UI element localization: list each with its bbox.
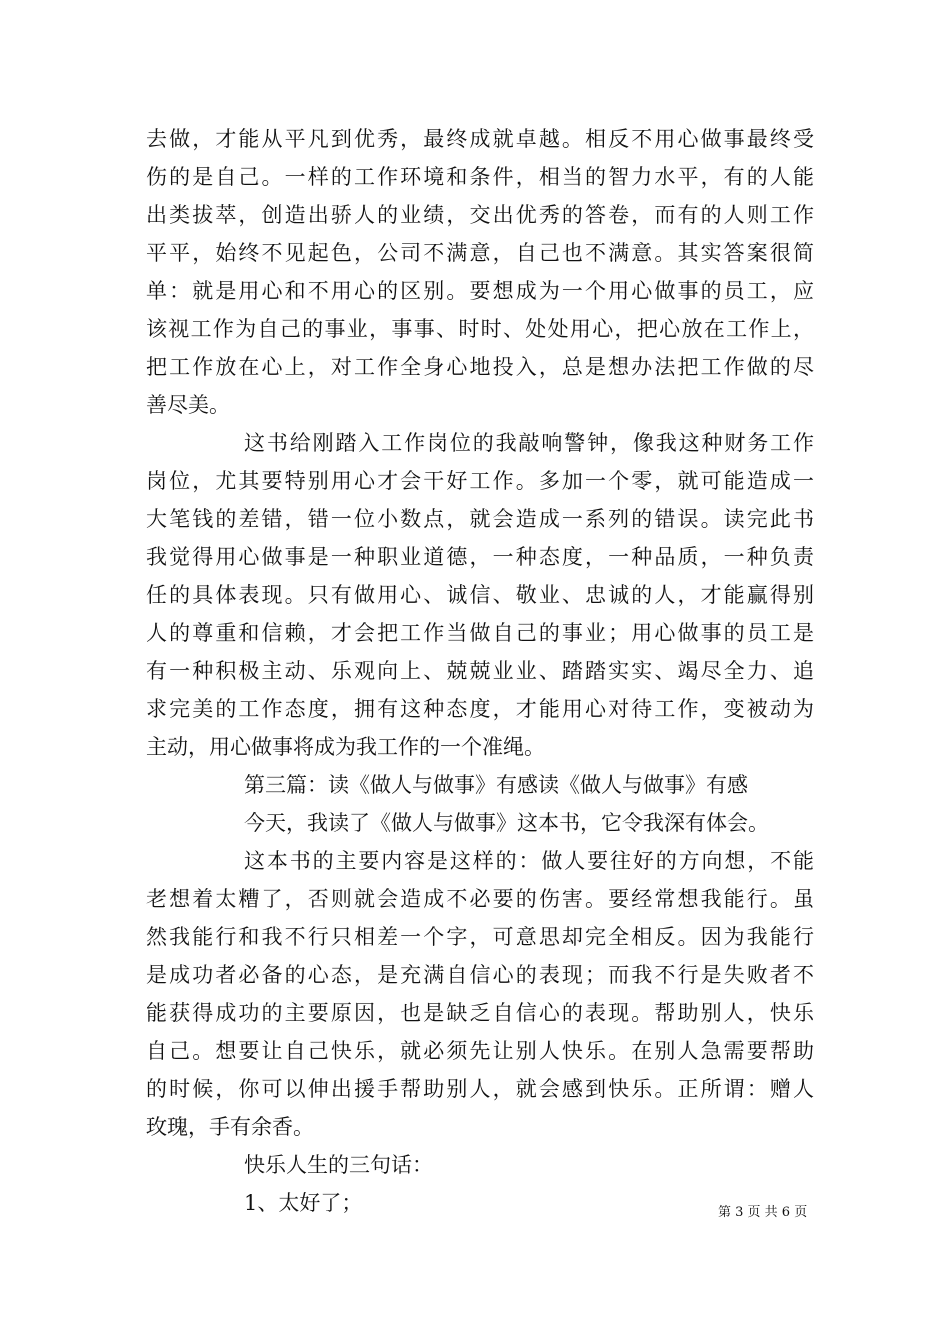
list-item: 1、太好了； bbox=[244, 1191, 363, 1215]
text-line: 出类拔萃，创造出骄人的业绩，交出优秀的答卷，而有的人则工作 bbox=[146, 203, 814, 227]
text-line: 人的尊重和信赖，才会把工作当做自己的事业；用心做事的员工是 bbox=[146, 621, 814, 645]
document-body bbox=[146, 120, 814, 1222]
text-line: 求完美的工作态度，拥有这种态度，才能用心对待工作，变被动为 bbox=[146, 697, 814, 721]
text-line: 岗位，尤其要特别用心才会干好工作。多加一个零，就可能造成一 bbox=[146, 469, 814, 493]
text-line: 今天，我读了《做人与做事》这本书，它令我深有体会。 bbox=[244, 811, 769, 835]
text-line: 平平，始终不见起色，公司不满意，自己也不满意。其实答案很简 bbox=[146, 241, 814, 265]
text-line: 我觉得用心做事是一种职业道德，一种态度，一种品质，一种负责 bbox=[146, 545, 814, 569]
text-line: 去做，才能从平凡到优秀，最终成就卓越。相反不用心做事最终受 bbox=[146, 127, 814, 151]
text-line: 把工作放在心上，对工作全身心地投入，总是想办法把工作做的尽 bbox=[146, 355, 814, 379]
text-line: 该视工作为自己的事业，事事、时时、处处用心，把心放在工作上， bbox=[146, 317, 814, 341]
section-heading: 第三篇：读《做人与做事》有感读《做人与做事》有感 bbox=[244, 773, 748, 797]
text-line: 主动，用心做事将成为我工作的一个准绳。 bbox=[146, 735, 545, 759]
text-line: 伤的是自己。一样的工作环境和条件，相当的智力水平，有的人能 bbox=[146, 165, 814, 189]
text-line: 这本书的主要内容是这样的：做人要往好的方向想，不能 bbox=[244, 849, 814, 873]
text-line: 善尽美。 bbox=[146, 393, 230, 417]
text-line: 能获得成功的主要原因，也是缺乏自信心的表现。帮助别人，快乐 bbox=[146, 1001, 814, 1025]
text-line: 玫瑰，手有余香。 bbox=[146, 1115, 314, 1139]
text-line: 单：就是用心和不用心的区别。要想成为一个用心做事的员工，应 bbox=[146, 279, 814, 303]
text-line: 大笔钱的差错，错一位小数点，就会造成一系列的错误。读完此书 bbox=[146, 507, 814, 531]
text-line: 有一种积极主动、乐观向上、兢兢业业、踏踏实实、竭尽全力、追 bbox=[146, 659, 814, 683]
text-line: 快乐人生的三句话： bbox=[244, 1153, 433, 1177]
text-line: 的时候，你可以伸出援手帮助别人，就会感到快乐。正所谓：赠人 bbox=[146, 1077, 814, 1101]
text-line: 任的具体表现。只有做用心、诚信、敬业、忠诚的人，才能赢得别 bbox=[146, 583, 814, 607]
page-number-footer: 第 3 页 共 6 页 bbox=[718, 1205, 808, 1220]
text-line: 这书给刚踏入工作岗位的我敲响警钟，像我这种财务工作 bbox=[244, 431, 814, 455]
text-line: 是成功者必备的心态，是充满自信心的表现；而我不行是失败者不 bbox=[146, 963, 814, 987]
text-line: 然我能行和我不行只相差一个字，可意思却完全相反。因为我能行 bbox=[146, 925, 814, 949]
text-line: 自己。想要让自己快乐，就必须先让别人快乐。在别人急需要帮助 bbox=[146, 1039, 814, 1063]
text-line: 老想着太糟了，否则就会造成不必要的伤害。要经常想我能行。虽 bbox=[146, 887, 814, 911]
